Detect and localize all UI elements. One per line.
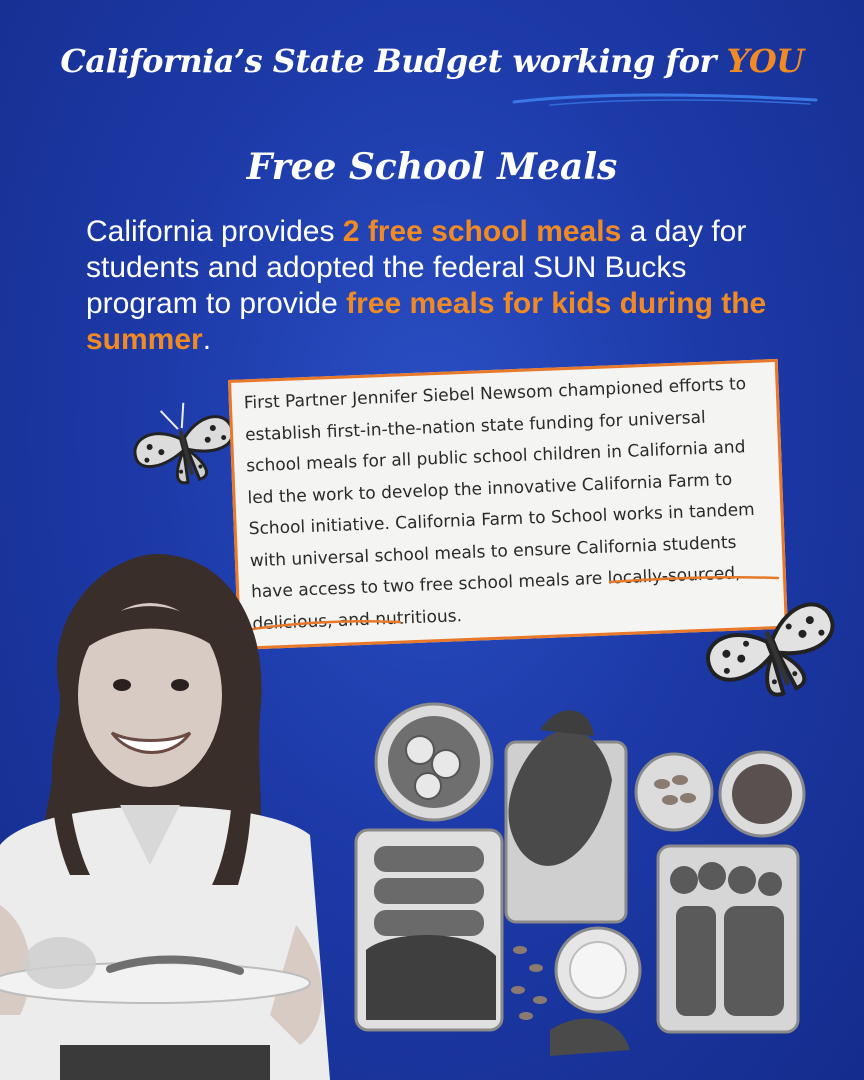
headline-accent: YOU (726, 42, 804, 80)
intro-text-1: California provides (86, 215, 343, 248)
headline-underline-icon (510, 90, 820, 110)
butterfly-icon (700, 590, 846, 708)
intro-highlight-1: 2 free school meals (342, 215, 622, 248)
headline-text: California’s State Budget working for (60, 42, 727, 80)
section-title: Free School Meals (246, 146, 618, 188)
intro-paragraph (86, 214, 786, 358)
intro-text-3: . (202, 323, 212, 356)
meal-containers-photo (350, 700, 810, 1070)
girl-photo (0, 545, 340, 1080)
headline (0, 42, 864, 80)
note-text: First Partner Jennifer Siebel Newsom championed efforts to establish first-in-the-nation state funding for universal school meals for all public school children in California and led the work to develop the innovative California Farm to School initiative. California Farm to School works in tandem with universal school meals to ensure California students have access to two free school meals are locally-sourced, delicious, and nutritious. (243, 374, 756, 634)
butterfly-icon (128, 398, 240, 490)
intro-text-2: a day for students and adopted the federal SUN Bucks program to provide (86, 215, 747, 320)
intro-highlight-2: free meals for kids during the summer (86, 287, 767, 356)
